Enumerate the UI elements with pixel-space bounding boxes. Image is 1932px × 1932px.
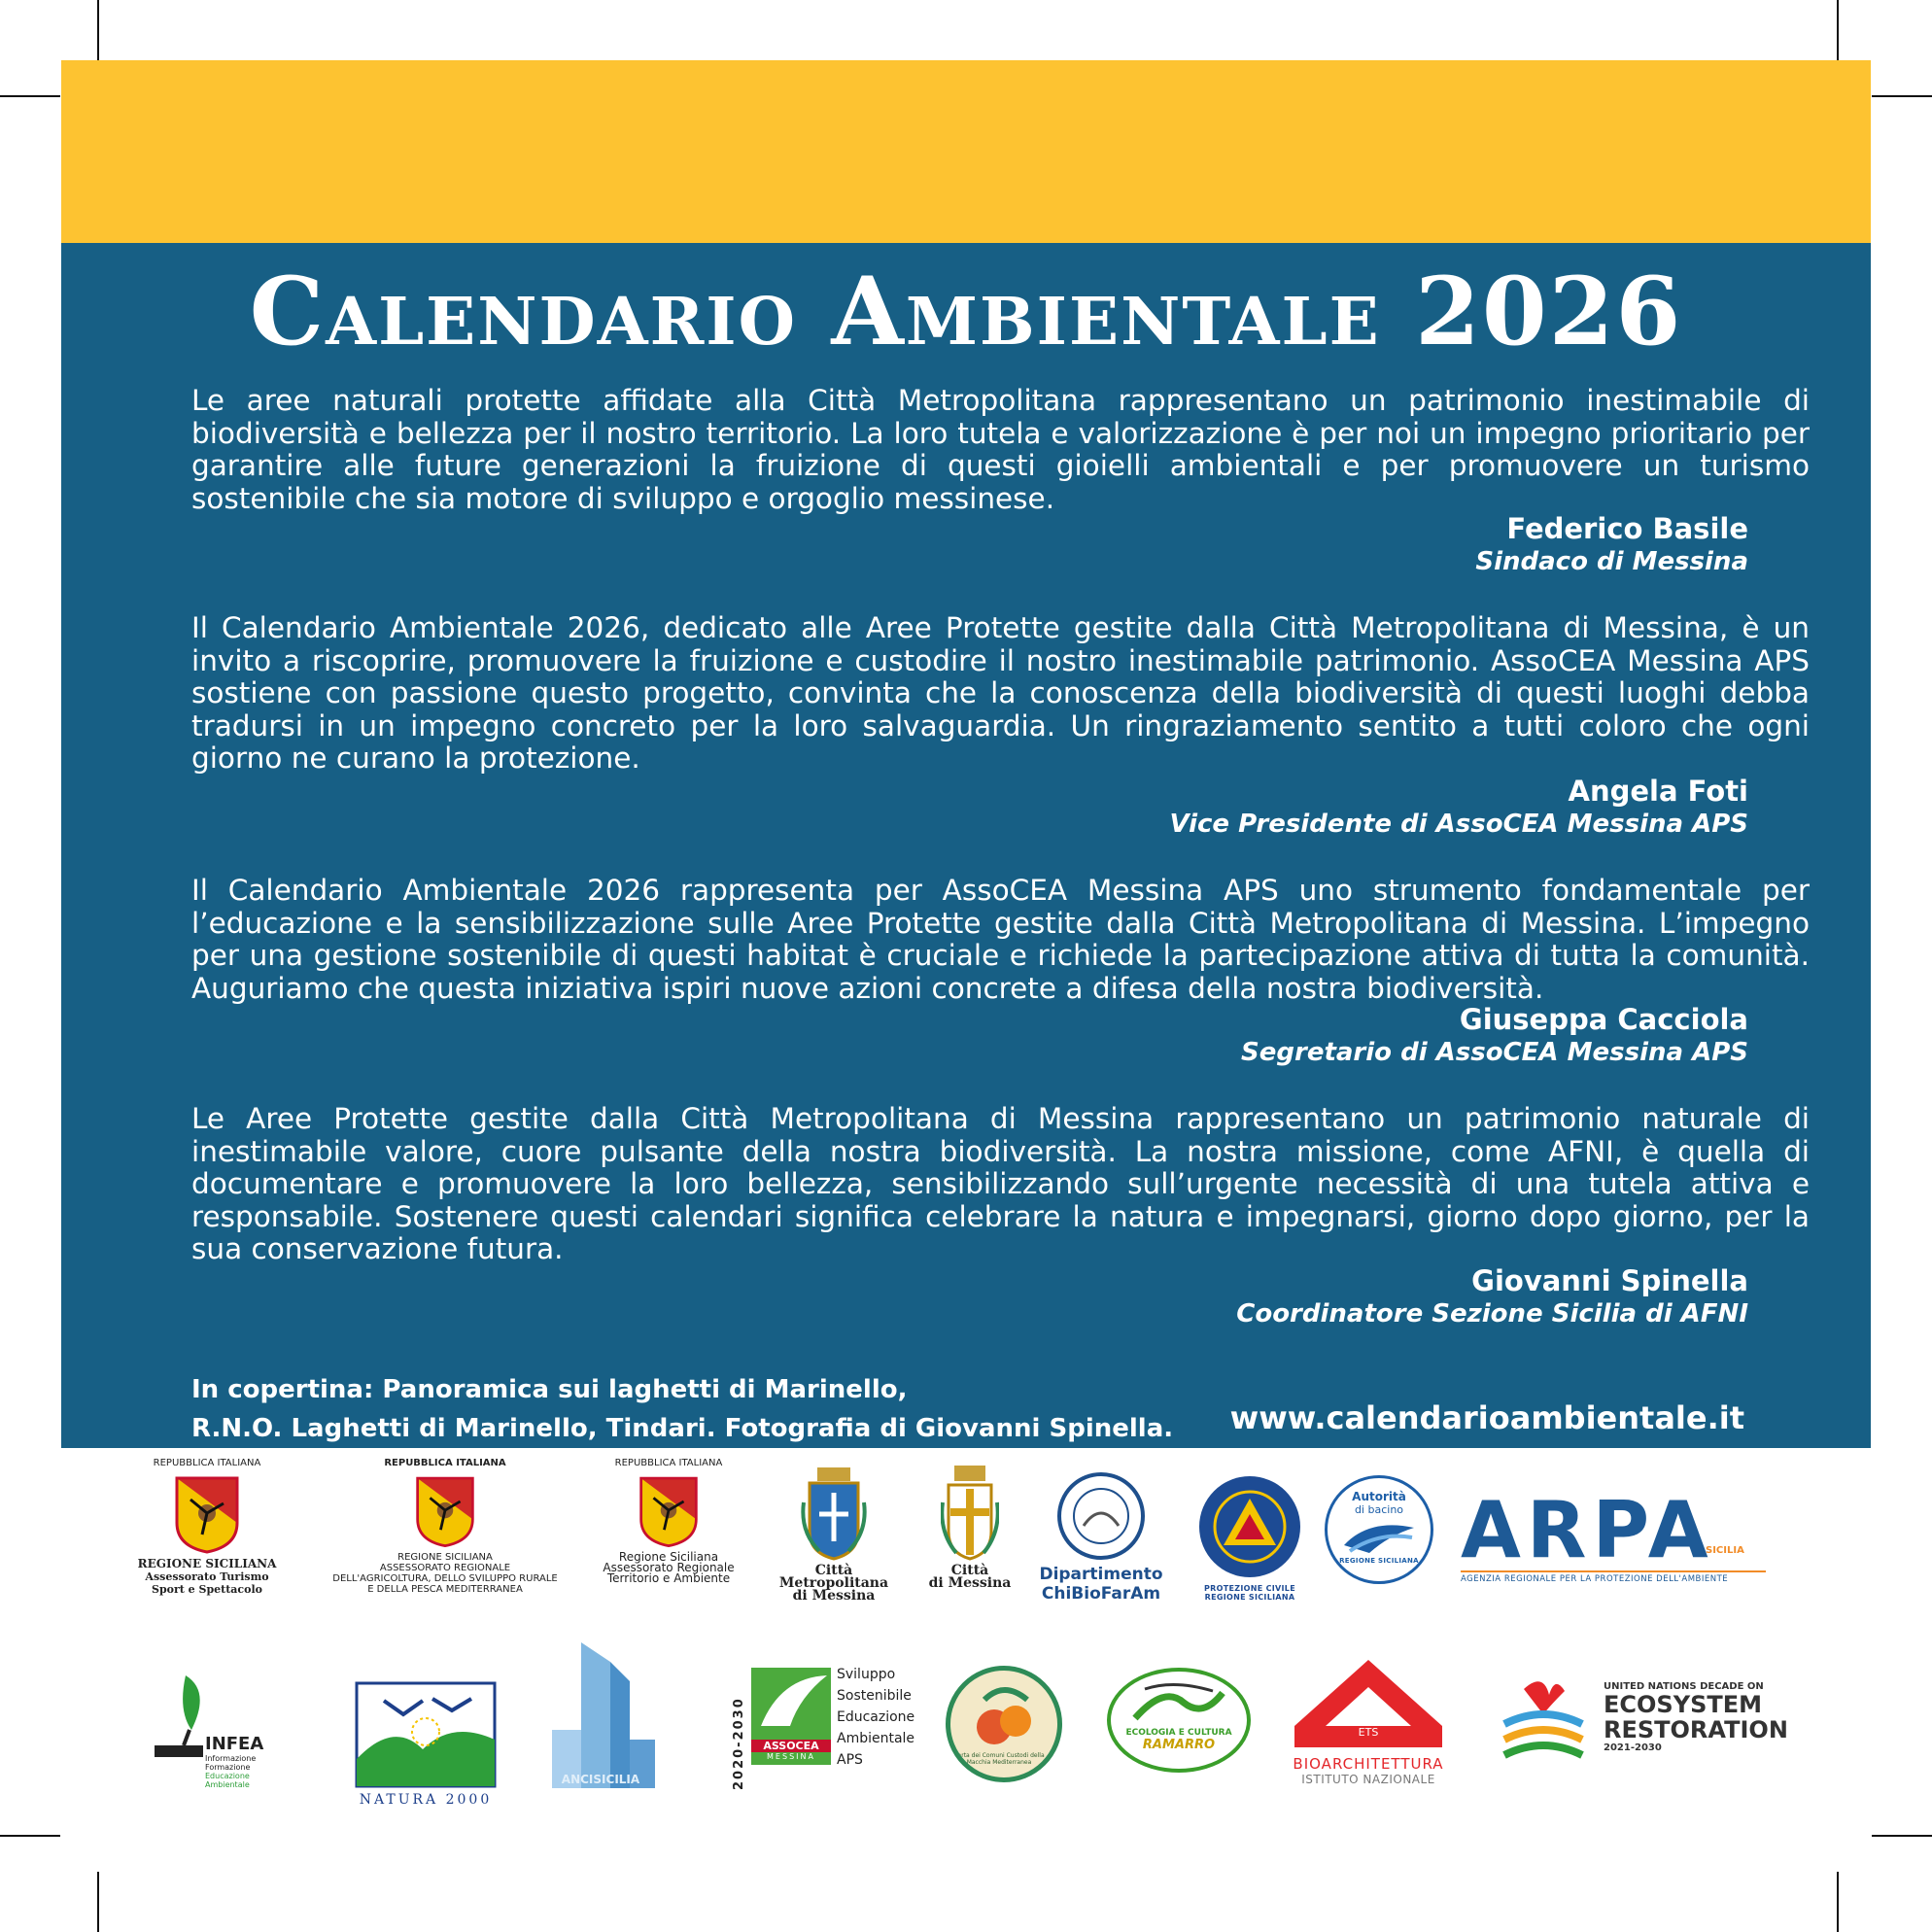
quote-author [1241, 1002, 1748, 1068]
crop-mark [0, 1835, 60, 1837]
logo-protezione-civile: PROTEZIONE CIVILE REGIONE SICILIANA [1196, 1473, 1303, 1602]
coat-of-arms-icon [941, 1464, 999, 1561]
crop-mark [0, 95, 60, 97]
trinacria-shield-icon [638, 1474, 700, 1548]
crop-mark [1837, 0, 1839, 60]
logo-infea: INFEA Informazione Formazione Educazione Ambientale [149, 1672, 294, 1763]
logo-dipartimento: Dipartimento ChiBioFarAm [1033, 1471, 1169, 1604]
logo-natura-2000: NATURA 2000 [353, 1681, 499, 1808]
author-name: Giuseppa Cacciola [1459, 1003, 1748, 1036]
lizard-icon [1125, 1679, 1232, 1728]
page-title: Calendario Ambientale 2026 [249, 257, 1683, 366]
logo-ancisicilia: ANCISICILIA [537, 1642, 664, 1792]
author-name: Angela Foti [1568, 775, 1748, 808]
quote-text: Le aree naturali protette affidate alla Città Metropolitana rappresentano un patrimonio inestimabile di biodiversità e bellezza per il nostro territorio. La loro tutela e valorizzazione è per noi un impegno prioritario per garantire alle future generazioni la fruizione di questi gioielli ambientali e per promuovere un turismo sostenibile che sia motore di sviluppo e orgoglio messinese. [191, 384, 1810, 515]
logo-bioarchitettura: ETS BIOARCHITETTURA ISTITUTO NAZIONALE [1291, 1658, 1446, 1786]
skyscraper-icon [542, 1642, 659, 1788]
content-panel [61, 243, 1871, 1448]
author-role: Sindaco di Messina [1475, 547, 1748, 576]
logo-regione-agricoltura: REPUBBLICA ITALIANA REGIONE SICILIANA ASSESSORATO REGIONALE DELL'AGRICOLTURA, DELLO SVILUPPO RURALE E DELLA PESCA MEDITERRANEA [332, 1458, 558, 1595]
university-seal-icon [1056, 1471, 1146, 1561]
natura-2000-icon [355, 1681, 497, 1788]
crop-mark [97, 1872, 99, 1932]
quote-text: Il Calendario Ambientale 2026, dedicato alle Aree Protette gestite dalla Città Metropolitana di Messina, è un invito a riscoprire, promuovere la fruizione e custodire il nostro inestimabile patrimonio. AssoCEA Messina APS sostiene con passione questo progetto, convinta che la conoscenza della biodiversità di questi luoghi debba tradursi in un impegno concreto per la loro salvaguardia. Un ringraziamento sentito a tutti coloro che ogni giorno ne curano la protezione. [191, 611, 1810, 775]
author-role: Coordinatore Sezione Sicilia di AFNI [1236, 1299, 1748, 1328]
author-name: Giovanni Spinella [1471, 1264, 1748, 1297]
coat-of-arms-icon [800, 1464, 868, 1561]
trinacria-shield-icon [173, 1474, 241, 1554]
trinacria-shield-icon [414, 1474, 476, 1548]
protezione-civile-icon [1196, 1473, 1303, 1580]
author-role: Segretario di AssoCEA Messina APS [1241, 1038, 1748, 1067]
quote-text: Il Calendario Ambientale 2026 rappresenta per AssoCEA Messina APS uno strumento fondamentale per l’educazione e la sensibilizzazione sulle Aree Protette gestite dalla Città Metropolitana di Messina. L’impegno per una gestione sostenibile di questi habitat è cruciale e richiede la partecipazione attiva di tutta la comunità. Auguriamo che questa iniziativa ispiri nuove azioni concrete a difesa della nostra biodiversità. [191, 874, 1810, 1005]
logo-autorita-bacino: Autorità di bacino REGIONE SICILIANA [1325, 1475, 1432, 1584]
water-wave-icon [1340, 1518, 1418, 1557]
quote-text: Le Aree Protette gestite dalla Città Metropolitana di Messina rappresentano un patrimonio naturale di inestimabile valore, cuore pulsante della nostra biodiversità. La nostra missione, come AFNI, è quella di documentare e promuovere la loro bellezza, sensibilizzando sull’urgente necessità di una tutela attiva e responsabile. Sostenere questi calendari significa celebrare la natura e impegnarsi, giorno dopo giorno, per la sua conservazione futura. [191, 1102, 1810, 1265]
crop-mark [97, 0, 99, 60]
ecosystem-restoration-icon [1495, 1675, 1592, 1769]
crop-mark [1837, 1872, 1839, 1932]
sponsor-logos-row-2: INFEA Informazione Formazione Educazione Ambientale NATURA 2000 ANCISICILIA 2020-2030 ASSOCEA MESSINA Sviluppo Sostenibile Educazione Ambientale APS Carta dei Comuni Custodi della Macchia Mediterranea ECOLOGIA E CULTURA RAMARRO ETS BIOARCHITETTURA ISTITUTO NAZIONALE UNITED NATIONS DECADE ON ECOSYSTEM RESTORATION 2021-2030 [61, 1642, 1871, 1837]
logo-carta-comuni: Carta dei Comuni Custodi della Macchia Mediterranea [946, 1666, 1060, 1782]
logo-ecologia-cultura: ECOLOGIA E CULTURA RAMARRO [1106, 1668, 1252, 1773]
website-link[interactable]: www.calendarioambientale.it [1229, 1399, 1744, 1436]
logo-citta-metropolitana: Città Metropolitana di Messina [761, 1464, 907, 1603]
sponsor-logos-row-1 [61, 1454, 1871, 1619]
bird-wing-icon [751, 1668, 831, 1736]
quote-author [1236, 1263, 1748, 1329]
author-role: Vice Presidente di AssoCEA Messina APS [1169, 810, 1748, 839]
quote-author [1169, 774, 1748, 840]
logo-regione-turismo: REPUBBLICA ITALIANA REGIONE SICILIANA Assessorato Turismo Sport e Spettacolo [137, 1458, 277, 1596]
logo-citta-messina: Città di Messina [926, 1464, 1014, 1590]
quote-author [1475, 511, 1748, 577]
cover-caption: In copertina: Panoramica sui laghetti di Marinello, R.N.O. Laghetti di Marinello, Tindari. Fotografia di Giovanni Spinella. [191, 1375, 1174, 1443]
crop-mark [1872, 1835, 1932, 1837]
logo-regione-territorio: REPUBBLICA ITALIANA Regione Siciliana Assessorato Regionale Territorio e Ambiente [603, 1458, 735, 1585]
yellow-header-band [61, 60, 1871, 243]
logo-un-decade: UNITED NATIONS DECADE ON ECOSYSTEM RESTORATION 2021-2030 [1495, 1675, 1786, 1773]
crop-mark [1872, 95, 1932, 97]
author-name: Federico Basile [1506, 512, 1748, 545]
logo-arpa: ARPA SICILIA AGENZIA REGIONALE PER LA PROTEZIONE DELL'AMBIENTE [1461, 1497, 1781, 1584]
